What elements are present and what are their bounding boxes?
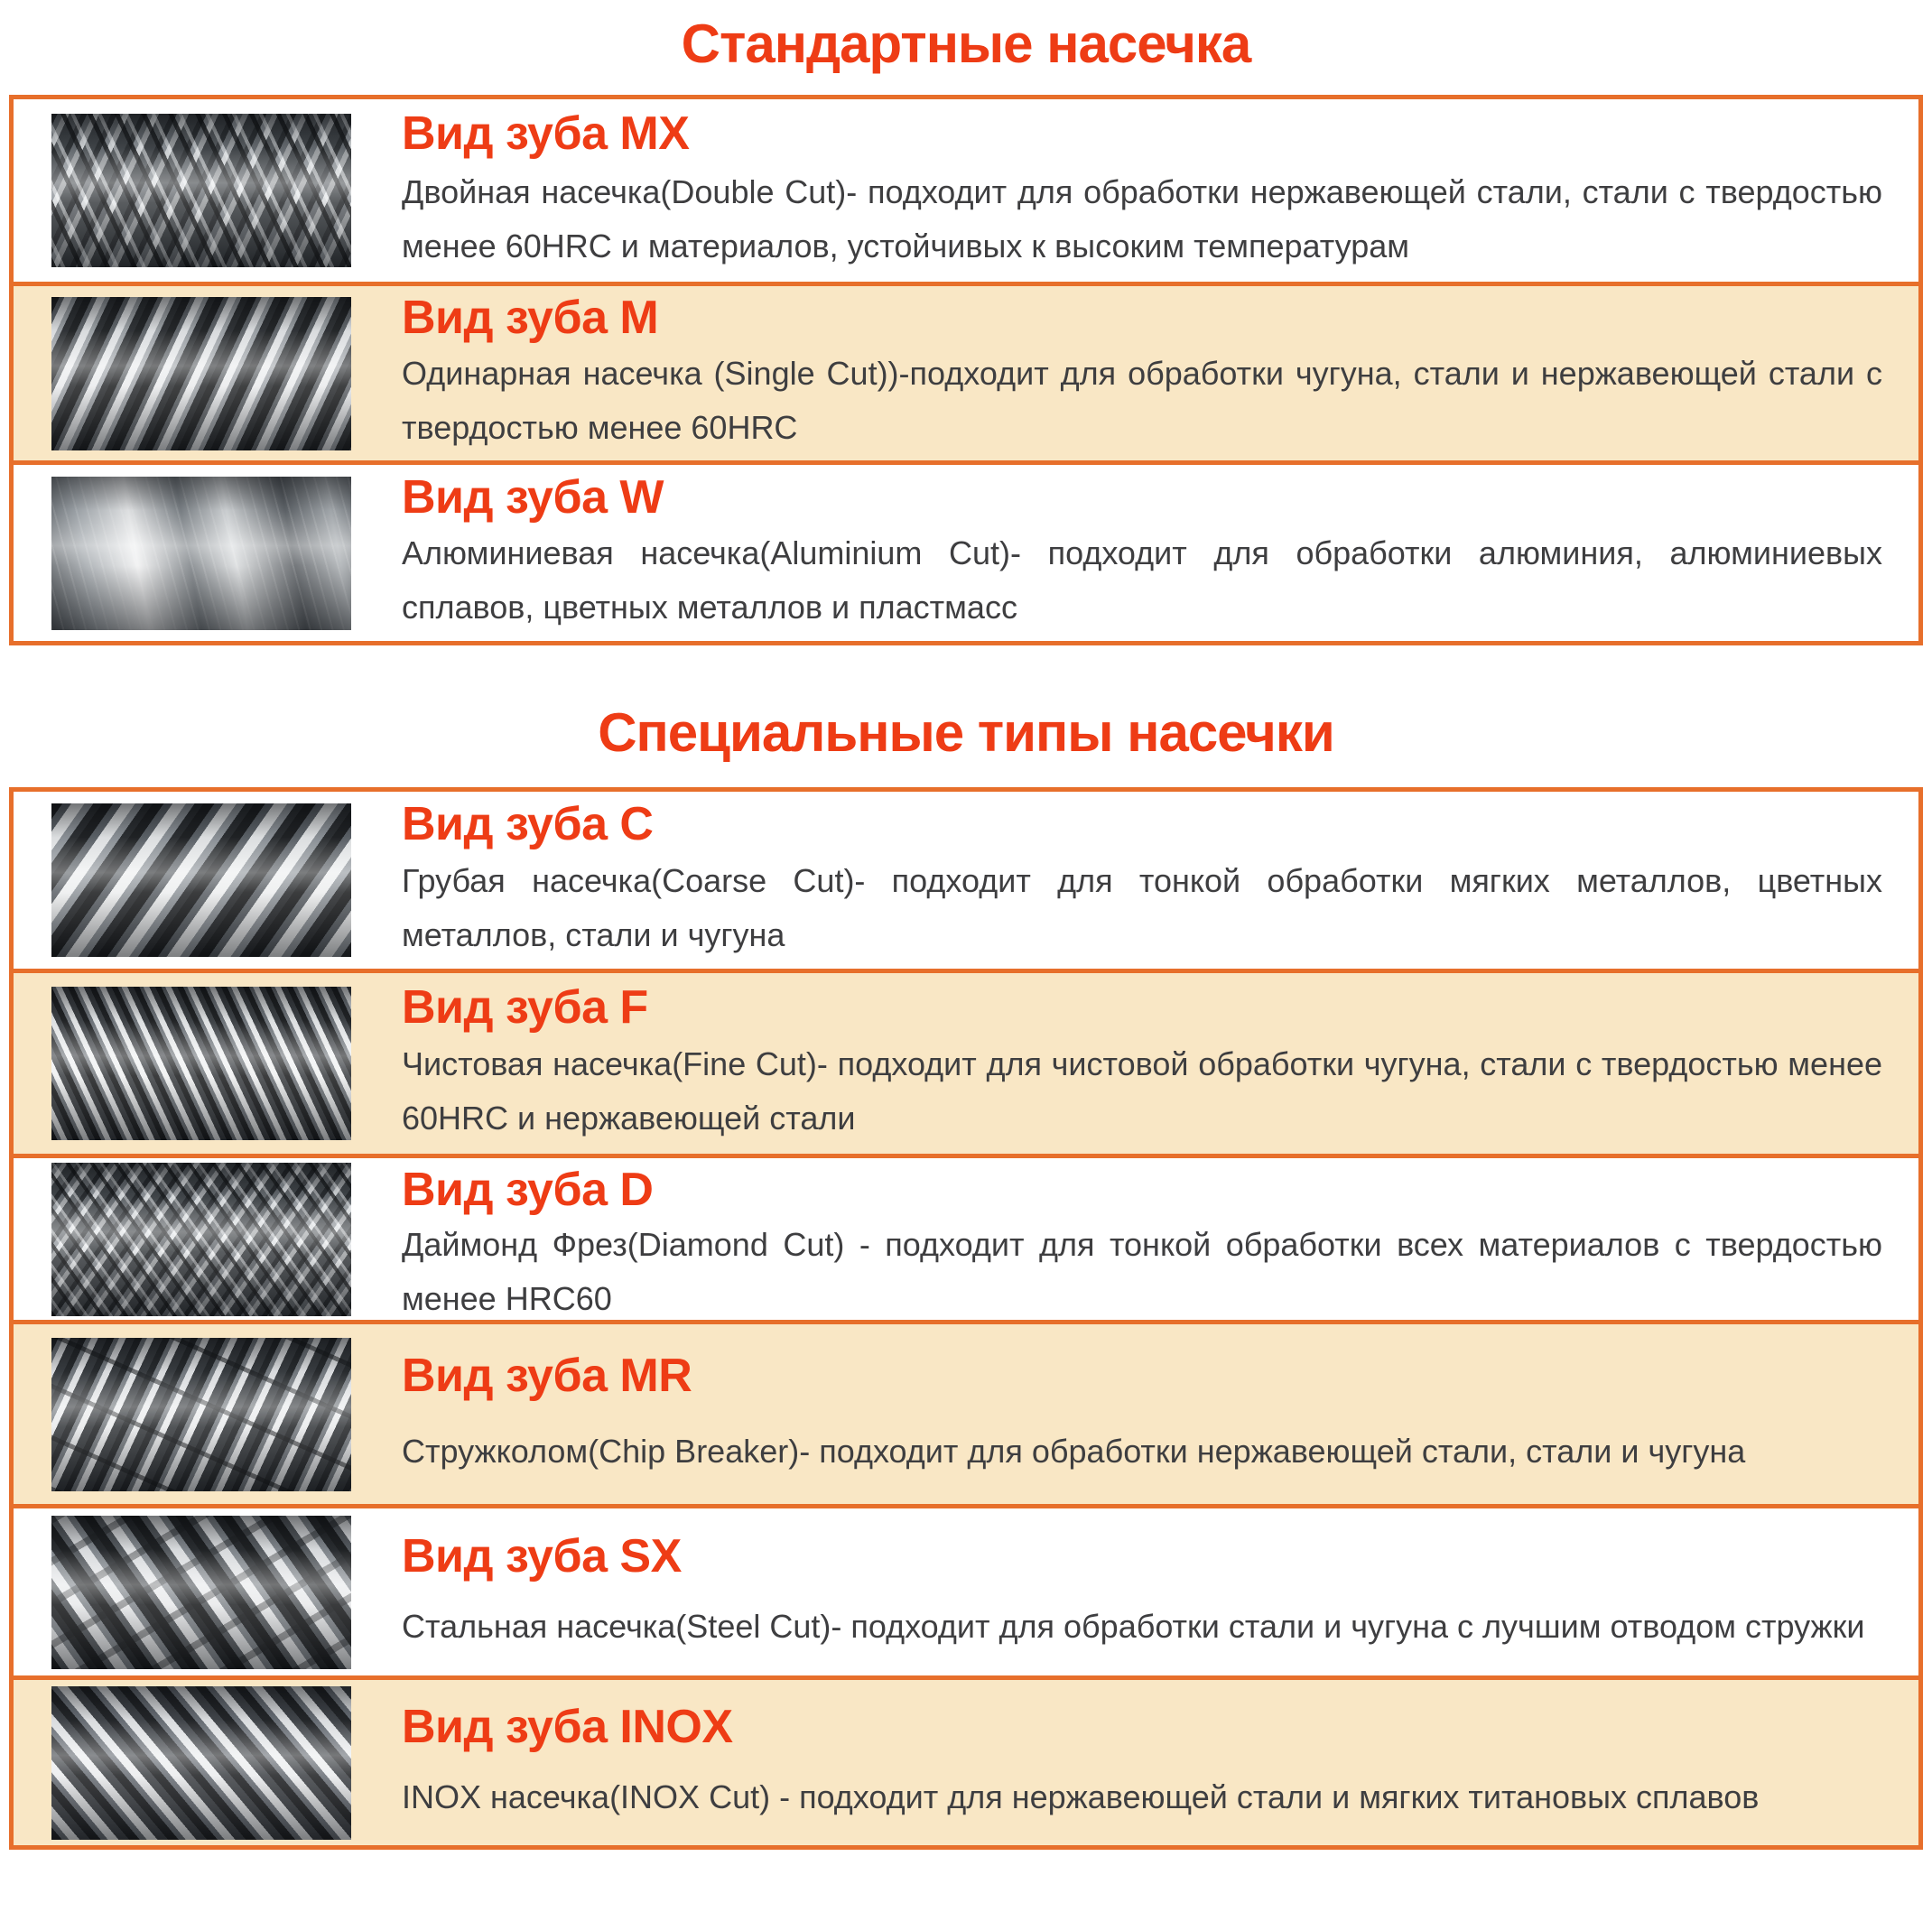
row-heading-inox: Вид зуба INOX: [402, 1701, 733, 1754]
cut-row-mx: [14, 99, 1918, 282]
aluminium-cut-texture-image: [51, 477, 351, 630]
diamond-cut-texture-image: [51, 1163, 351, 1316]
row-heading-mx: Вид зуба MX: [402, 107, 690, 161]
row-description-w: Алюминиевая насечка(Aluminium Cut)- подходит для обработки алюминия, алюминиевых сплавов, цветных металлов и пластмасс: [402, 534, 1882, 626]
double-cut-texture-image: [51, 114, 351, 267]
row-text: [402, 1680, 1882, 1845]
row-heading-sx: Вид зуба SX: [402, 1529, 682, 1583]
row-text: [402, 792, 1882, 969]
cut-row-mr: [14, 1320, 1918, 1504]
row-text: [402, 973, 1882, 1154]
row-text: [402, 1324, 1882, 1504]
cut-row-f: [14, 969, 1918, 1154]
row-description-d: Даймонд Фрез(Diamond Cut) - подходит для тонкой обработки всех материалов с твердостью менее HRC60: [402, 1225, 1882, 1317]
row-description-c: Грубая насечка(Coarse Cut)- подходит для тонкой обработки мягких металлов, цветных металлов, стали и чугуна: [402, 861, 1882, 953]
section-standard-cuts: [0, 0, 1932, 645]
row-heading-f: Вид зуба F: [402, 980, 648, 1034]
cut-row-c: [14, 792, 1918, 969]
row-text: [402, 1508, 1882, 1675]
cut-row-w: [14, 460, 1918, 641]
row-description-sx: Стальная насечка(Steel Cut)- подходит для обработки стали и чугуна с лучшим отводом стружки: [402, 1608, 1865, 1646]
row-text: [402, 286, 1882, 460]
row-description-mx: Двойная насечка(Double Cut)- подходит для обработки нержавеющей стали, стали с твердостью менее 60HRC и материалов, устойчивых к высоким температурам: [402, 172, 1882, 265]
fine-cut-texture-image: [51, 987, 351, 1140]
row-heading-w: Вид зуба W: [402, 471, 664, 524]
special-cuts-title: Специальные типы насечки: [598, 702, 1334, 763]
cut-row-sx: [14, 1504, 1918, 1675]
cut-row-inox: [14, 1675, 1918, 1845]
row-description-m: Одинарная насечка (Single Cut))-подходит для обработки чугуна, стали и нержавеющей стали с твердостью менее 60HRC: [402, 354, 1882, 446]
steel-cut-texture-image: [51, 1516, 351, 1669]
inox-cut-texture-image: [51, 1686, 351, 1840]
cut-row-d: [14, 1154, 1918, 1320]
row-text: [402, 99, 1882, 282]
standard-cuts-title: Стандартные насечка: [681, 14, 1251, 74]
row-text: [402, 465, 1882, 641]
row-text: [402, 1158, 1882, 1320]
row-heading-d: Вид зуба D: [402, 1164, 654, 1216]
cut-row-m: [14, 282, 1918, 460]
single-cut-texture-image: [51, 297, 351, 450]
row-heading-c: Вид зуба C: [402, 798, 654, 851]
row-description-f: Чистовая насечка(Fine Cut)- подходит для чистовой обработки чугуна, стали с твердостью менее 60HRC и нержавеющей стали: [402, 1045, 1882, 1137]
special-cuts-table: [9, 787, 1923, 1850]
row-heading-mr: Вид зуба MR: [402, 1350, 692, 1403]
row-description-mr: Стружколом(Chip Breaker)- подходит для обработки нержавеющей стали, стали и чугуна: [402, 1432, 1746, 1470]
row-description-inox: INOX насечка(INOX Cut) - подходит для нержавеющей стали и мягких титановых сплавов: [402, 1777, 1760, 1815]
section-special-cuts: [0, 645, 1932, 1850]
row-heading-m: Вид зуба M: [402, 292, 659, 345]
standard-cuts-table: [9, 95, 1923, 645]
coarse-cut-texture-image: [51, 803, 351, 957]
chip-breaker-texture-image: [51, 1338, 351, 1491]
